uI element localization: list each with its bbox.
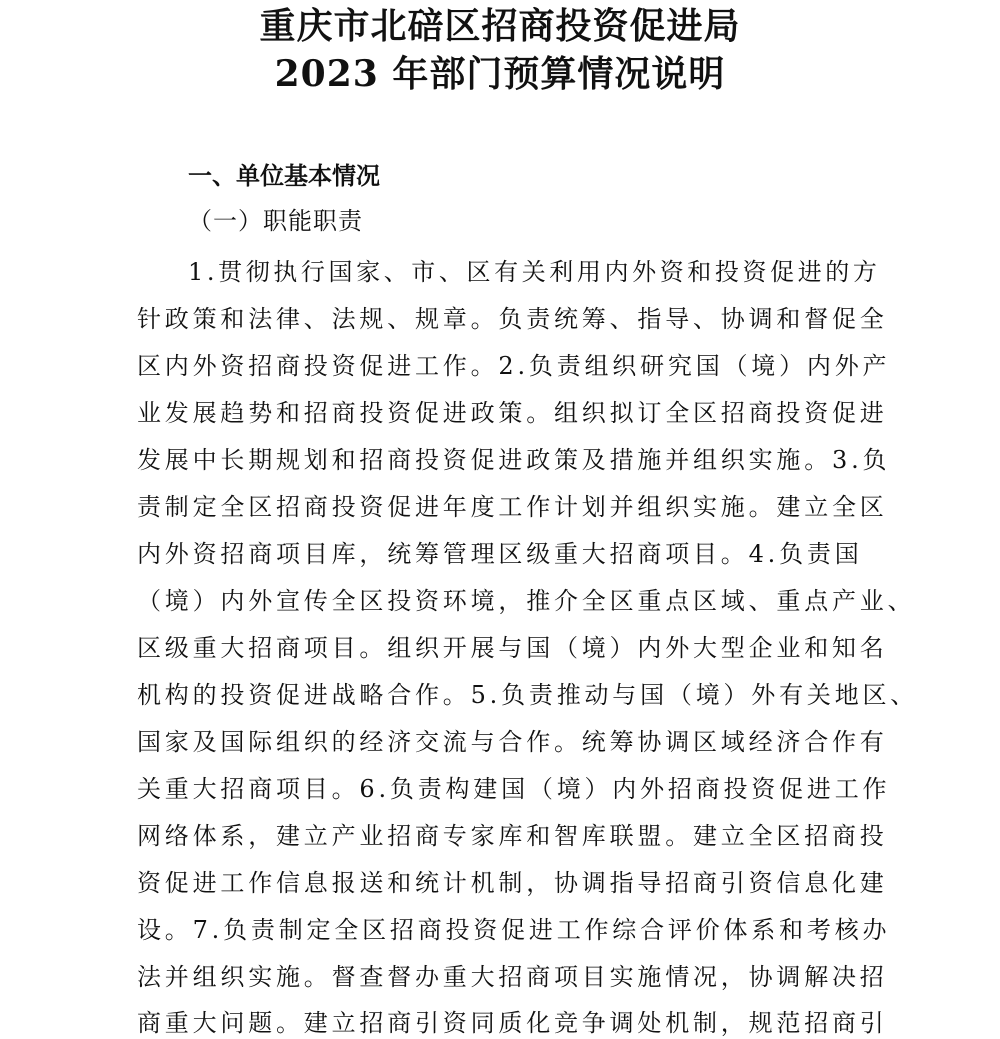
body-line: 网络体系，建立产业招商专家库和智库联盟。建立全区招商投 (137, 822, 888, 850)
document-title-line-2: 2023 年部门预算情况说明 (274, 53, 726, 95)
body-line: （境）内外宣传全区投资环境，推介全区重点区域、重点产业、 (137, 587, 916, 615)
body-line: 内外资招商项目库，统筹管理区级重大招商项目。4.负责国 (137, 540, 863, 568)
body-line: 业发展趋势和招商投资促进政策。组织拟订全区招商投资促进 (137, 399, 888, 427)
body-line: 法并组织实施。督查督办重大招商项目实施情况，协调解决招 (137, 963, 888, 991)
body-line: 发展中长期规划和招商投资促进政策及措施并组织实施。3.负 (137, 446, 891, 474)
body-line: 区内外资招商投资促进工作。2.负责组织研究国（境）内外产 (137, 352, 891, 380)
subsection-heading: （一）职能职责 (188, 207, 363, 235)
section-heading: 一、单位基本情况 (188, 162, 380, 190)
body-line: 商重大问题。建立招商引资同质化竞争调处机制，规范招商引 (137, 1009, 888, 1037)
body-line: 资促进工作信息报送和统计机制，协调指导招商引资信息化建 (137, 869, 888, 897)
body-line: 机构的投资促进战略合作。5.负责推动与国（境）外有关地区、 (137, 681, 919, 709)
body-line: 设。7.负责制定全区招商投资促进工作综合评价体系和考核办 (137, 916, 891, 944)
body-line: 责制定全区招商投资促进年度工作计划并组织实施。建立全区 (137, 493, 888, 521)
body-line: 针政策和法律、法规、规章。负责统筹、指导、协调和督促全 (137, 305, 888, 333)
body-line: 国家及国际组织的经济交流与合作。统筹协调区域经济合作有 (137, 728, 888, 756)
document-title-line-1: 重庆市北碚区招商投资促进局 (259, 5, 741, 47)
body-line: 1.贯彻执行国家、市、区有关利用内外资和投资促进的方 (188, 258, 881, 286)
body-line: 区级重大招商项目。组织开展与国（境）内外大型企业和知名 (137, 634, 888, 662)
body-line: 关重大招商项目。6.负责构建国（境）内外招商投资促进工作 (137, 775, 891, 803)
